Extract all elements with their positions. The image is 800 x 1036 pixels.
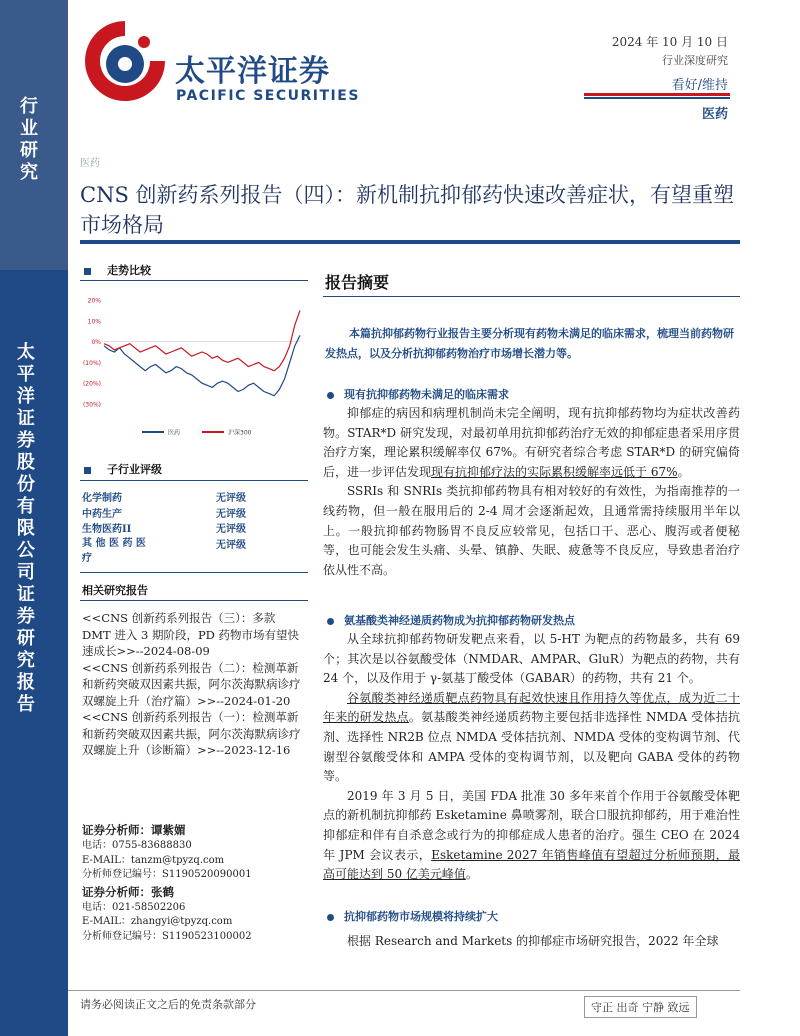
sub-industry-rating: 无评级 [216, 508, 246, 520]
paragraph: 从全球抗抑郁药物研发靶点来看，以 5-HT 为靶点的药物最多，共有 69 个；其次是以谷氨酸受体（NMDAR、AMPAR、GluR）为靶点的药物，共有 24 个，以及作用于 γ-氨基丁酸受体（GABAR）的药物，共有 21 个。 [323, 632, 740, 686]
related-heading: 相关研究报告 [82, 584, 148, 597]
logo-emblem-icon [80, 16, 170, 106]
y-tick-label: 10% [87, 318, 101, 326]
section-heading-text: 现有抗抑郁药物未满足的临床需求 [344, 388, 509, 401]
sub-rating-heading-text: 子行业评级 [107, 463, 162, 476]
band-label-industry-research: 行业研究 [17, 96, 38, 184]
band-label-company: 太平洋证券股份有限公司证券研究报告 [13, 342, 35, 716]
sub-industry-rating: 无评级 [216, 493, 246, 504]
y-tick-label: 0% [91, 339, 101, 347]
sub-industry-name: 化学制药 [82, 493, 122, 504]
paragraph-underlined: Esketamine 2027 年销售峰值有望超过分析师预期，最高可能达到 50 亿美元峰值 [323, 847, 740, 882]
report-type: 行业深度研究 [662, 54, 728, 67]
sub-industry-rating: 无评级 [216, 524, 246, 535]
analyst-name: 证券分析师：张鹤 [82, 884, 174, 899]
paragraph: SSRIs 和 SNRIs 类抗抑郁药物具有相对较好的有效性，为指南推荐的一线药物，但一般在服用后的 2-4 周才会逐渐起效，且通常需持续服用半年以上。一般抗抑郁药物肠胃不良反应较常见，包括口干、恶心、腹泻或者便秘等，也可能会发生头痛、头晕、镇静、失眠、疲惫等不良反应，导致患者治疗依从性不高。 [323, 484, 740, 577]
paragraph-text: 2019 年 3 月 5 日，美国 FDA 批准 30 多年来首个作用于谷氨酸受体靶点的新机制抗抑郁药 Esketamine 鼻喷雾剂，联合口服抗抑郁药，用于难治性抑郁症和伴有自杀意念或行为的抑郁症成人患者的治疗。强生 CEO 在 2024 年 JPM 会议表示， [323, 788, 740, 862]
sub-industry-name: 生物医药II [82, 524, 132, 535]
header-red-rule [584, 93, 730, 96]
analyst-block [82, 821, 308, 944]
paragraph-text: 抑郁症的病因和病理机制尚未完全阐明，现有抗抑郁药物均为症状改善药物。STAR*D 研究发现，对最初单用抗抑郁药治疗无效的抑郁症患者采用序贯治疗方案，理论累积缓解率仅 67%。有研究者综合考虑 STAR*D 的研究偏倚后，进一步评估发现 [323, 406, 740, 479]
summary-lead: 本篇抗抑郁药物行业报告主要分析现有药物未满足的临床需求，梳理当前药物研发热点，以及分析抗抑郁药物治疗市场增长潜力等。 [325, 327, 734, 360]
section-body [323, 404, 740, 580]
header-blue-rule [584, 97, 730, 99]
bullet-dot-icon [327, 392, 334, 399]
analyst-phone: 电话：0755-83688830 [82, 840, 192, 851]
square-bullet-icon [84, 467, 91, 474]
section-heading [327, 908, 498, 924]
trend-rule [80, 280, 308, 281]
industry-label: 医药 [701, 107, 728, 122]
section-heading-text: 抗抑郁药物市场规模将持续扩大 [344, 910, 498, 923]
footer-rule [68, 990, 740, 991]
series-line-medicine [104, 335, 300, 395]
report-date: 2024 年 10 月 10 日 [611, 35, 728, 49]
trend-heading-text: 走势比较 [107, 264, 151, 277]
sub-industry-name: 中药生产 [82, 508, 122, 520]
y-tick-label: (20%) [82, 380, 101, 388]
page-title: CNS 创新药系列报告（四）：新机制抗抑郁药快速改善症状，有望重塑市场格局 [80, 183, 735, 237]
sub-rating-row [82, 536, 308, 564]
sub-industry-name: 其 他 医 药 医 疗 [82, 537, 146, 564]
related-report-link[interactable]: <<CNS 创新药系列报告（一）：检测革新和新药突破双因素共振，阿尔茨海默病诊疗双螺旋上升（诊断篇）>>--2023-12-16 [82, 710, 301, 757]
section-heading [327, 612, 575, 628]
section-body [323, 630, 740, 885]
related-top-rule [80, 572, 308, 573]
summary-rule [323, 296, 740, 297]
related-rule [80, 600, 308, 601]
paragraph-text: 。氨基酸类神经递质药物主要包括非选择性 NMDA 受体拮抗剂、选择性 NR2B 位点 NMDA 受体拮抗剂、NMDA 受体的变构调节剂、代谢型谷氨酸受体和 AMPA 受体的变构调节剂，以及靶向 GABA 受体的药物等。 [323, 710, 740, 784]
bullet-dot-icon [327, 618, 334, 625]
paragraph-underlined: 谷氨酸类神经递质靶点药物具有起效快速且作用持久等优点，成为近二十年来的研发热点 [323, 690, 740, 725]
sub-industry-rating: 无评级 [216, 539, 246, 551]
analyst-cert: 分析师登记编号：S1190523100002 [82, 930, 252, 942]
sub-rating-row [82, 489, 308, 505]
section-body [323, 932, 740, 952]
category-label: 医药 [80, 158, 100, 169]
paragraph-text: 。 [677, 464, 690, 479]
paragraph-underlined: 现有抗抑郁疗法的实际累积缓解率远低于 67% [431, 464, 678, 479]
footer-disclaimer: 请务必阅读正文之后的免责条款部分 [80, 998, 256, 1011]
analyst-email[interactable]: E-MAIL：zhangyi@tpyzq.com [82, 916, 233, 927]
paragraph: 根据 Research and Markets 的抑郁症市场研究报告，2022 年全球 [347, 934, 719, 948]
legend-label: 沪深300 [228, 429, 252, 437]
sub-rating-table [82, 489, 308, 564]
analyst-name: 证券分析师：谭紫媚 [82, 823, 186, 837]
related-report-link[interactable]: <<CNS 创新药系列报告（二）：检测革新和新药突破双因素共振，阿尔茨海默病诊疗双螺旋上升（治疗篇）>>--2024-01-20 [82, 660, 301, 708]
square-bullet-icon [84, 268, 91, 275]
y-tick-label: (30%) [82, 401, 101, 409]
title-rule [80, 240, 740, 244]
logo-en-text: PACIFIC SECURITIES [176, 88, 360, 104]
sub-rating-row [82, 505, 308, 521]
analyst-phone: 电话：021-58502206 [82, 901, 186, 913]
related-report-link[interactable]: <<CNS 创新药系列报告（三）：多款 DMT 进入 3 期阶段，PD 药物市场有望快速成长>>--2024-08-09 [82, 611, 300, 658]
trend-heading [84, 262, 151, 278]
paragraph [323, 787, 740, 885]
legend-label: 医药 [168, 429, 181, 437]
sub-rating-rule [80, 480, 308, 481]
paragraph [323, 404, 740, 482]
paragraph-text: 。 [465, 867, 478, 882]
y-tick-label: (10%) [82, 359, 101, 367]
logo-cn-text: 太平洋证券 [175, 54, 330, 89]
sub-rating-row [82, 520, 308, 536]
rating-label: 看好/维持 [671, 78, 728, 93]
analyst-email[interactable]: E-MAIL：tanzm@tpyzq.com [82, 854, 225, 866]
footer-motto: 守正 出奇 宁静 致远 [584, 996, 697, 1018]
section-heading [327, 386, 509, 402]
paragraph [323, 689, 740, 787]
analyst-cert: 分析师登记编号：S1190520090001 [82, 869, 252, 880]
trend-chart [82, 292, 304, 442]
summary-heading: 报告摘要 [325, 273, 390, 292]
section-heading-text: 氨基酸类神经递质药物成为抗抑郁药物研发热点 [344, 614, 575, 627]
related-list [82, 610, 304, 759]
sub-rating-heading [84, 461, 162, 477]
y-tick-label: 20% [87, 297, 101, 305]
company-logo [80, 16, 170, 106]
bullet-dot-icon [327, 914, 334, 921]
